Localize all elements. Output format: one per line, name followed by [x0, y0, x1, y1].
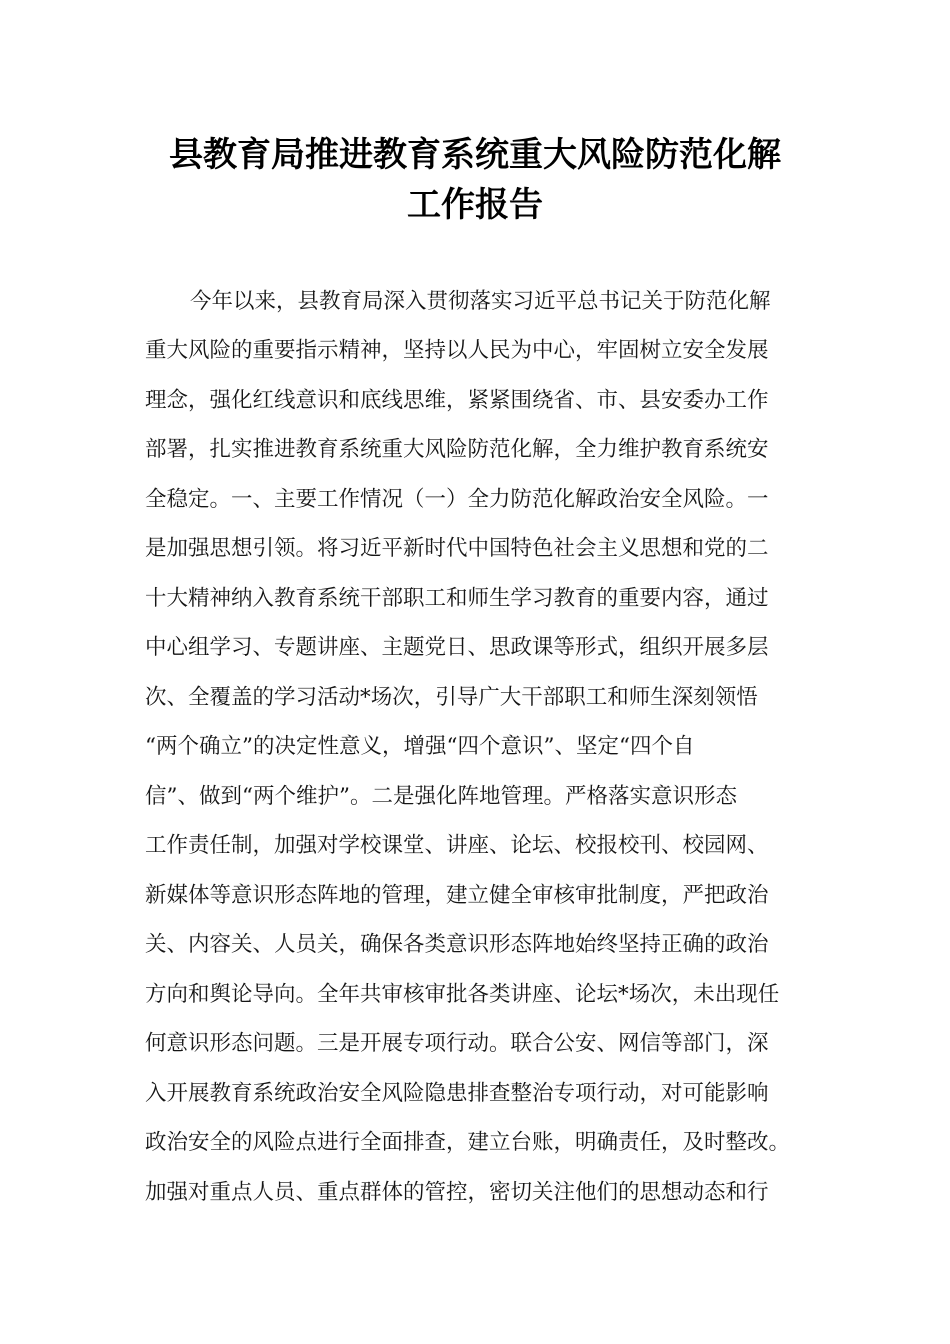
body-line-8: 中心组学习、专题讲座、主题党日、思政课等形式，组织开展多层 — [145, 635, 769, 660]
body-line-1: 今年以来，县教育局深入贯彻落实习近平总书记关于防范化解 — [190, 289, 771, 314]
body-line-6: 是加强思想引领。将习近平新时代中国特色社会主义思想和党的二 — [145, 536, 769, 561]
body-line-14: 关、内容关、人员关，确保各类意识形态阵地始终坚持正确的政治 — [145, 932, 769, 957]
document-title-line-1: 县教育局推进教育系统重大风险防范化解 — [169, 135, 781, 175]
body-line-10: “两个确立”的决定性意义，增强“四个意识”、坚定“四个自 — [145, 734, 695, 759]
body-line-15: 方向和舆论导向。全年共审核审批各类讲座、论坛*场次，未出现任 — [145, 982, 780, 1007]
document-title-line-2: 工作报告 — [407, 185, 543, 225]
body-line-12: 工作责任制，加强对学校课堂、讲座、论坛、校报校刊、校园网、 — [145, 833, 769, 858]
body-line-2: 重大风险的重要指示精神，坚持以人民为中心，牢固树立安全发展 — [145, 338, 769, 363]
body-line-5: 全稳定。一、主要工作情况（一）全力防范化解政治安全风险。一 — [145, 487, 769, 512]
body-line-7: 十大精神纳入教育系统干部职工和师生学习教育的重要内容，通过 — [145, 586, 769, 611]
body-line-19: 加强对重点人员、重点群体的管控，密切关注他们的思想动态和行 — [145, 1180, 769, 1205]
body-line-3: 理念，强化红线意识和底线思维，紧紧围绕省、市、县安委办工作 — [145, 388, 769, 413]
body-line-11: 信”、做到“两个维护”。二是强化阵地管理。严格落实意识形态 — [145, 784, 737, 809]
body-line-9: 次、全覆盖的学习活动*场次，引导广大干部职工和师生深刻领悟 — [145, 685, 758, 710]
body-line-4: 部署，扎实推进教育系统重大风险防范化解，全力维护教育系统安 — [145, 437, 769, 462]
body-line-17: 入开展教育系统政治安全风险隐患排查整治专项行动，对可能影响 — [145, 1081, 769, 1106]
body-line-13: 新媒体等意识形态阵地的管理，建立健全审核审批制度，严把政治 — [145, 883, 769, 908]
body-line-18: 政治安全的风险点进行全面排查，建立台账，明确责任，及时整改。 — [145, 1130, 791, 1155]
body-line-16: 何意识形态问题。三是开展专项行动。联合公安、网信等部门，深 — [145, 1031, 769, 1056]
